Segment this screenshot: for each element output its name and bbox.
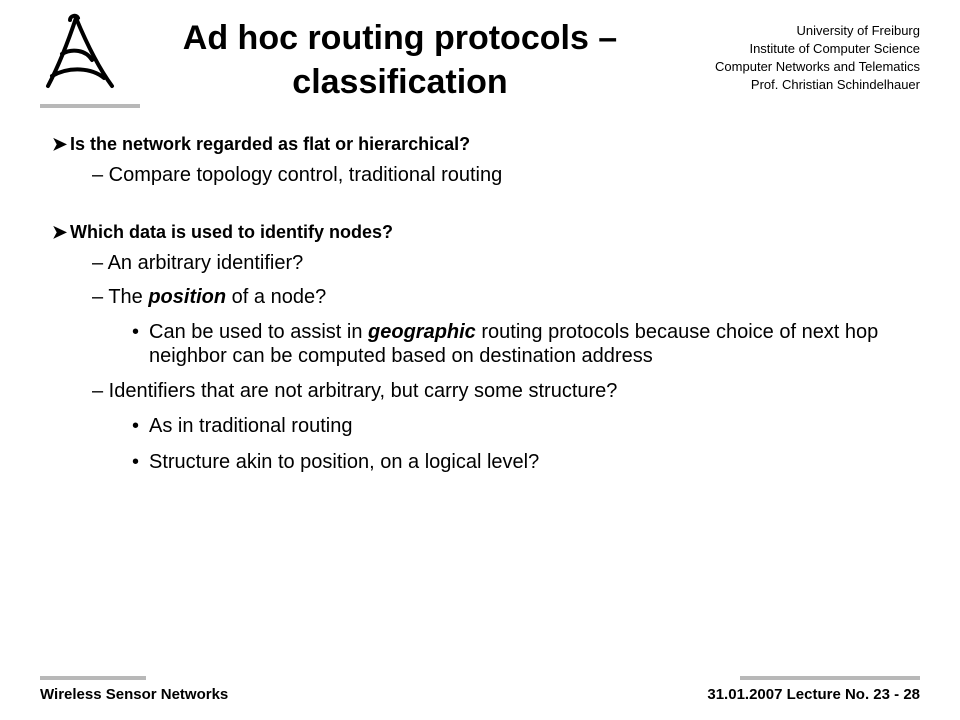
emphasis-geographic: geographic <box>368 321 476 343</box>
slide-title <box>150 16 650 104</box>
footer-lecture-info: 31.01.2007 Lecture No. 23 - 28 <box>707 686 920 703</box>
affiliation-line: Prof. Christian Schindelhauer <box>750 77 920 92</box>
university-logo-icon <box>40 12 120 92</box>
affiliation-line: Institute of Computer Science <box>749 41 920 56</box>
title-line-1: Ad hoc routing protocols – <box>182 19 618 57</box>
affiliation-line: Computer Networks and Telematics <box>715 59 920 74</box>
bullet-text: Structure akin to position, on a logical level? <box>149 451 540 473</box>
footer-divider-left <box>40 676 146 680</box>
slide-content <box>52 130 922 474</box>
affiliation-block <box>620 22 920 94</box>
bullet-suffix: routing protocols because choice of next hop neighbor can be computed based on destination address <box>149 321 879 367</box>
bullet-icon: • <box>132 415 140 437</box>
bullet-icon: • <box>132 321 140 343</box>
question-2 <box>52 218 922 246</box>
bullet-text: As in traditional routing <box>149 415 353 437</box>
emphasis-position: position <box>148 286 227 308</box>
question-2-sub-3-bullet-2 <box>132 450 922 474</box>
question-2-text: Which data is used to identify nodes? <box>70 222 394 242</box>
footer-divider-right <box>740 676 920 680</box>
logo-divider <box>40 104 140 108</box>
title-line-2: classification <box>292 63 508 101</box>
footer-course-title: Wireless Sensor Networks <box>40 686 229 703</box>
sub-2-suffix: of a node? <box>226 286 327 308</box>
question-1 <box>52 130 922 158</box>
question-2-sub-3-bullet-1 <box>132 414 922 438</box>
question-2-sub-2 <box>92 280 922 314</box>
affiliation-line: University of Freiburg <box>796 23 920 38</box>
question-2-sub-1: – An arbitrary identifier? <box>92 252 304 274</box>
bullet-icon: • <box>132 451 140 473</box>
bullet-prefix: Can be used to assist in <box>149 321 369 343</box>
sub-2-prefix: – The <box>92 286 149 308</box>
arrow-bullet-icon: ➤ <box>52 134 68 154</box>
question-1-text: Is the network regarded as flat or hierarchical? <box>70 134 471 154</box>
question-2-sub-2-bullet-1 <box>132 320 922 368</box>
question-1-sub-1: – Compare topology control, traditional routing <box>92 164 503 186</box>
arrow-bullet-icon: ➤ <box>52 222 68 242</box>
question-2-sub-3: – Identifiers that are not arbitrary, but carry some structure? <box>92 380 618 402</box>
